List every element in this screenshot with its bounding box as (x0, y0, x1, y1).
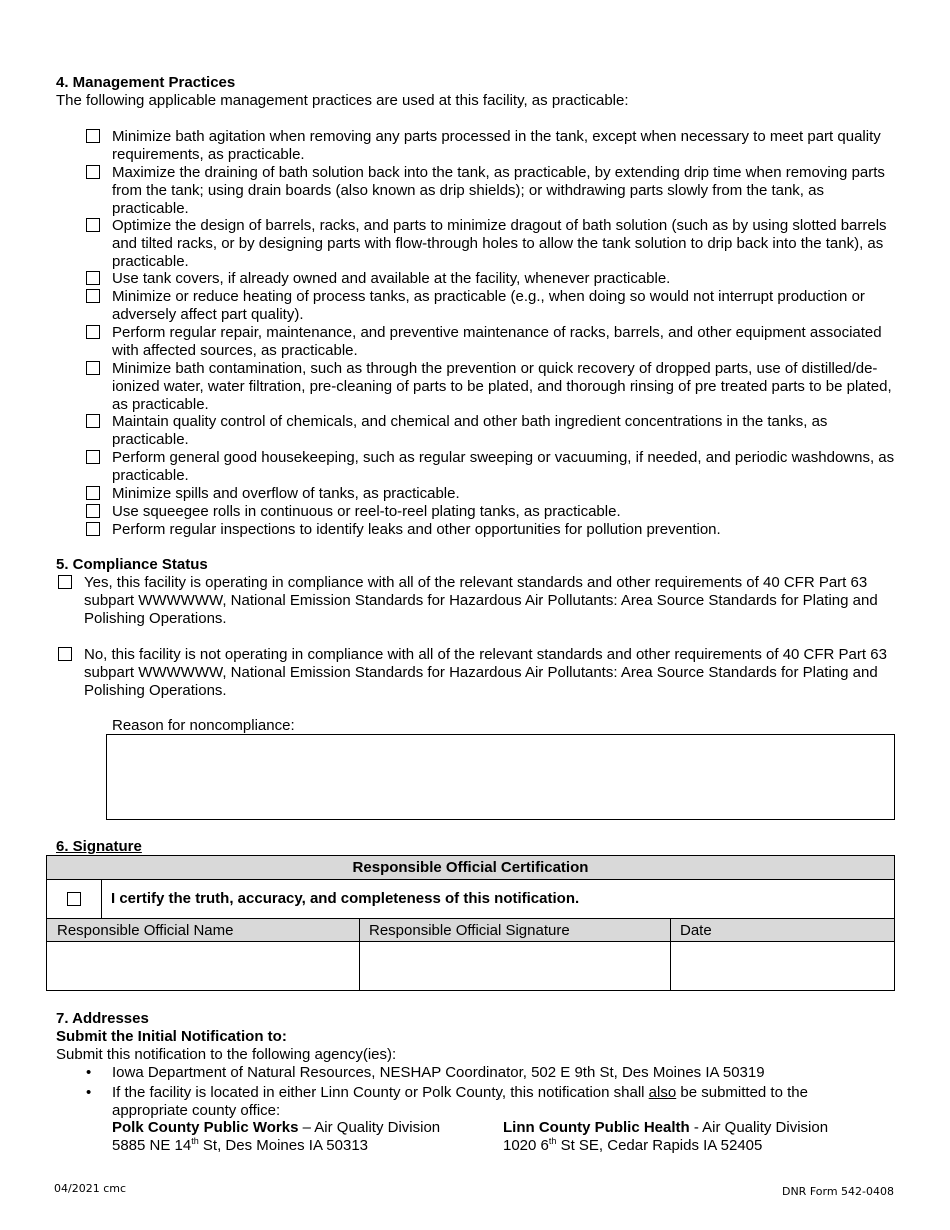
linn-name: Linn County Public Health (503, 1119, 690, 1136)
practice-checkbox-1[interactable] (86, 129, 100, 143)
address-bullet-county: If the facility is located in either Linn County or Polk County, this notification shall also be submitted to the appropriate county office: (112, 1084, 808, 1119)
footer-form-number: DNR Form 542-0408 (781, 1185, 894, 1198)
footer-revision: 04/2021 cmc (54, 1182, 127, 1195)
practice-item: Maintain quality control of chemicals, and chemical and other bath ingredient concentrations in the tanks, as practicable. (112, 413, 828, 448)
address-bullet-dnr: Iowa Department of Natural Resources, NESHAP Coordinator, 502 E 9th St, Des Moines IA 50319 (112, 1064, 765, 1081)
date-field[interactable] (670, 941, 895, 991)
section-7-heading: 7. Addresses (56, 1010, 149, 1027)
section-4-intro: The following applicable management practices are used at this facility, as practicable: (56, 92, 629, 109)
practice-checkbox-10[interactable] (86, 486, 100, 500)
practice-item: Minimize or reduce heating of process tanks, as practicable (e.g., when doing so would not interrupt production or adversely affect part quality). (112, 288, 865, 323)
practice-checkbox-2[interactable] (86, 165, 100, 179)
practice-item: Perform regular inspections to identify leaks and other opportunities for pollution prevention. (112, 521, 721, 538)
col-date-header: Date (670, 918, 895, 942)
practice-checkbox-7[interactable] (86, 361, 100, 375)
practice-item: Maximize the draining of bath solution back into the tank, as practicable, by extending drip time when removing parts from the tank; using drain boards (also known as drip shields); or withdrawing parts slowly from the tank, as practicable. (112, 164, 885, 217)
practice-checkbox-9[interactable] (86, 450, 100, 464)
practice-item: Use tank covers, if already owned and available at the facility, whenever practicable. (112, 270, 671, 287)
polk-name: Polk County Public Works (112, 1119, 299, 1136)
practice-item: Minimize spills and overflow of tanks, as practicable. (112, 485, 460, 502)
polk-address: 5885 NE 14th St, Des Moines IA 50313 (112, 1136, 369, 1154)
practice-item: Perform general good housekeeping, such as regular sweeping or vacuuming, if needed, and periodic washdowns, as practicable. (112, 449, 895, 484)
practice-checkbox-12[interactable] (86, 522, 100, 536)
linn-county-office: Linn County Public Health - Air Quality Division 1020 6th St SE, Cedar Rapids IA 52405 (503, 1119, 829, 1154)
practice-checkbox-3[interactable] (86, 218, 100, 232)
practice-checkbox-5[interactable] (86, 289, 100, 303)
col-name-header: Responsible Official Name (46, 918, 360, 942)
compliance-yes-checkbox[interactable] (58, 575, 72, 589)
practice-item: Perform regular repair, maintenance, and preventive maintenance of racks, barrels, and other equipment associated with affected sources, as practicable. (112, 324, 882, 359)
section-7-subheading: Submit the Initial Notification to: (56, 1028, 287, 1045)
certify-checkbox[interactable] (67, 892, 81, 906)
col-signature-header: Responsible Official Signature (359, 918, 671, 942)
bullet-dot-1: • (86, 1064, 92, 1081)
bullet-dot-2: • (86, 1084, 92, 1101)
section-6-heading: 6. Signature (56, 838, 142, 855)
compliance-no-checkbox[interactable] (58, 647, 72, 661)
section-7-intro: Submit this notification to the following agency(ies): (56, 1046, 397, 1063)
linn-address: 1020 6th St SE, Cedar Rapids IA 52405 (503, 1136, 763, 1154)
official-name-field[interactable] (46, 941, 360, 991)
practice-item: Optimize the design of barrels, racks, and parts to minimize dragout of bath solution (such as by using slotted barrels and tilted racks, or by designing parts with flow-through holes to allow the tank solution to drip back into the tank), as practicable. (112, 217, 887, 270)
practice-item: Use squeegee rolls in continuous or reel-to-reel plating tanks, as practicable. (112, 503, 621, 520)
polk-county-office: Polk County Public Works – Air Quality Division 5885 NE 14th St, Des Moines IA 50313 (112, 1119, 441, 1154)
compliance-no-text: No, this facility is not operating in compliance with all of the relevant standards and other requirements of 40 CFR Part 63 subpart WWWWWW, National Emission Standards for Hazardous Air Pollutants: Area Source Standards for Plating and Polishing Operations. (84, 646, 887, 699)
practice-checkbox-11[interactable] (86, 504, 100, 518)
certify-checkbox-cell (46, 879, 102, 919)
certification-title: Responsible Official Certification (46, 855, 895, 880)
practice-checkbox-8[interactable] (86, 414, 100, 428)
reason-label: Reason for noncompliance: (112, 717, 295, 734)
section-4-heading: 4. Management Practices (56, 74, 236, 91)
compliance-yes-text: Yes, this facility is operating in compliance with all of the relevant standards and other requirements of 40 CFR Part 63 subpart WWWWWW, National Emission Standards for Hazardous Air Pollutants: Area Source Standards for Plating and Polishing Operations. (84, 574, 878, 627)
section-5-heading: 5. Compliance Status (56, 556, 208, 573)
certify-statement: I certify the truth, accuracy, and completeness of this notification. (101, 879, 895, 919)
reason-textarea[interactable] (106, 734, 895, 820)
practice-item: Minimize bath agitation when removing any parts processed in the tank, except when necessary to meet part quality requirements, as practicable. (112, 128, 881, 163)
practice-item: Minimize bath contamination, such as through the prevention or quick recovery of dropped parts, use of distilled/de-ionized water, water filtration, pre-cleaning of parts to be plated, and thorough rinsing of pre treated parts to be plated, as practicable. (112, 360, 892, 413)
official-signature-field[interactable] (359, 941, 671, 991)
practice-checkbox-6[interactable] (86, 325, 100, 339)
practice-checkbox-4[interactable] (86, 271, 100, 285)
